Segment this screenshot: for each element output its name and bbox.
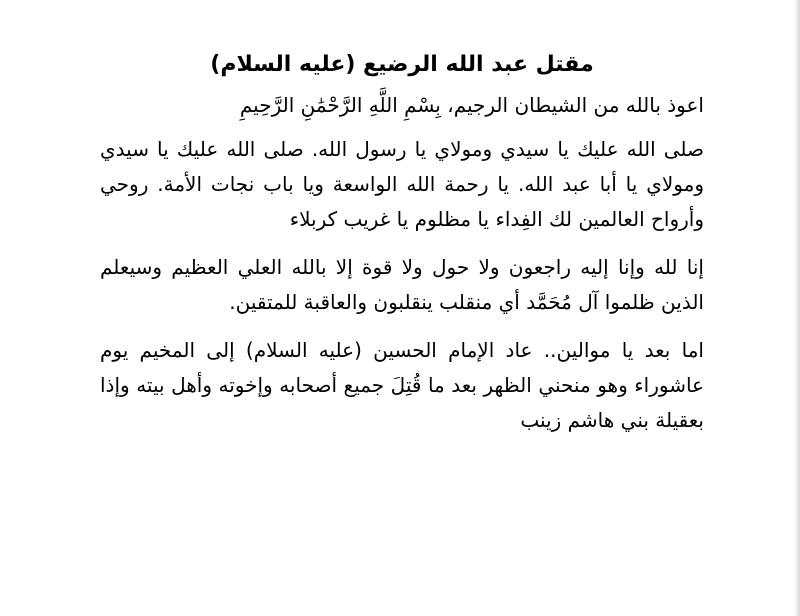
istirja-paragraph: إنا لله وإنا إليه راجعون ولا حول ولا قوة إلا بالله العلي العظيم وسيعلم الذين ظلموا آل مُحَمَّد أي منقلب ينقلبون والعاقبة للمتقين. bbox=[100, 255, 704, 314]
document-content bbox=[100, 44, 704, 438]
document-title: مقتل عبد الله الرضيع (عليه السلام) bbox=[210, 52, 594, 77]
narrative-paragraph: اما بعد يا موالين.. عاد الإمام الحسين (عليه السلام) إلى المخيم يوم عاشوراء وهو منحني الظهر بعد ما قُتِلَ جميع أصحابه وإخوته وأهل بيته وإذا بعقيلة بني هاشم زينب bbox=[100, 338, 704, 432]
salawat-paragraph: صلى الله عليك يا سيدي ومولاي يا رسول الله. صلى الله عليك يا سيدي ومولاي يا أبا عبد الله. يا رحمة الله الواسعة ويا باب نجات الأمة. روحي وأرواح العالمين لك الفِداء يا مظلوم يا غريب كربلاء bbox=[100, 137, 704, 231]
page-edge-shadow bbox=[794, 0, 800, 616]
basmala-paragraph: اعوذ بالله من الشيطان الرجيم، بِسْمِ اللَّهِ الرَّحْمَٰنِ الرَّحِيمِ bbox=[239, 93, 704, 117]
